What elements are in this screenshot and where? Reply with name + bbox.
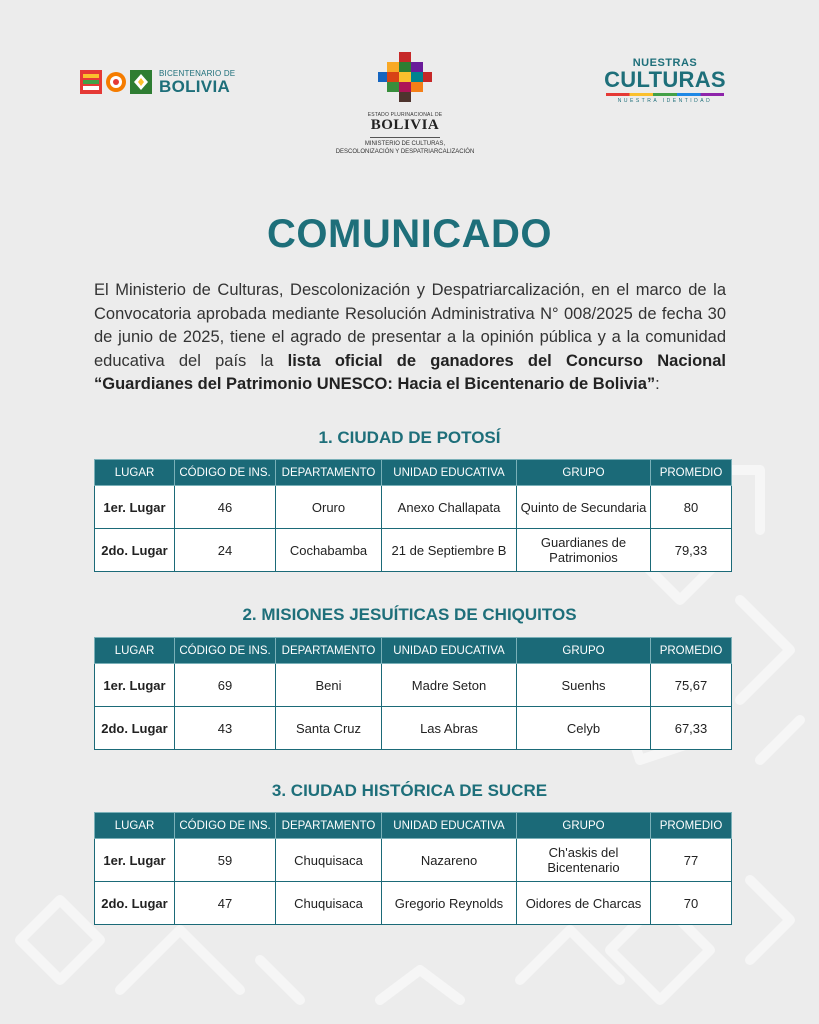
bicentenario-icon-3 xyxy=(130,70,152,94)
ministry-name-line1: MINISTERIO DE CULTURAS, xyxy=(364,141,446,147)
culturas-color-stripe xyxy=(606,93,724,96)
cell-code: 69 xyxy=(175,664,276,707)
cell-department: Cochabamba xyxy=(276,529,382,572)
ministry-state-text: ESTADO PLURINACIONAL DE xyxy=(367,112,443,118)
cell-school: 21 de Septiembre B xyxy=(382,529,517,572)
column-header-promedio: PROMEDIO xyxy=(651,460,732,486)
bicentenario-icon-1 xyxy=(80,70,102,94)
cell-school: Nazareno xyxy=(382,839,517,882)
culturas-text: CULTURAS xyxy=(604,67,726,92)
cell-code: 46 xyxy=(175,486,276,529)
column-header-departamento: DEPARTAMENTO xyxy=(276,460,382,486)
intro-paragraph xyxy=(94,279,726,397)
table-header-row xyxy=(95,638,732,664)
ministry-logo xyxy=(330,52,480,156)
column-header-grupo: GRUPO xyxy=(517,460,651,486)
cell-average: 79,33 xyxy=(651,529,732,572)
bicentenario-big-text: BOLIVIA xyxy=(159,76,231,96)
section-title-2: 2. MISIONES JESUÍTICAS DE CHIQUITOS xyxy=(242,605,577,624)
nuestras-culturas-logo xyxy=(600,58,730,104)
bicentenario-icon-2 xyxy=(105,70,127,94)
cell-group: Guardianes de Patrimonios xyxy=(517,529,651,572)
page-title: COMUNICADO xyxy=(267,212,552,256)
column-header-lugar: LUGAR xyxy=(95,813,175,839)
column-header-departamento: DEPARTAMENTO xyxy=(276,813,382,839)
table-row xyxy=(95,882,732,925)
column-header-grupo: GRUPO xyxy=(517,813,651,839)
results-table-2 xyxy=(94,637,732,750)
cell-school: Anexo Challapata xyxy=(382,486,517,529)
column-header-unidad: UNIDAD EDUCATIVA xyxy=(382,813,517,839)
cell-place: 2do. Lugar xyxy=(95,529,175,572)
cell-average: 67,33 xyxy=(651,707,732,750)
cell-average: 75,67 xyxy=(651,664,732,707)
table-row xyxy=(95,529,732,572)
cell-school: Gregorio Reynolds xyxy=(382,882,517,925)
table-row xyxy=(95,664,732,707)
cell-average: 77 xyxy=(651,839,732,882)
column-header-grupo: GRUPO xyxy=(517,638,651,664)
cell-group: Quinto de Secundaria xyxy=(517,486,651,529)
nuestra-identidad-text: NUESTRA IDENTIDAD xyxy=(617,98,713,104)
cell-code: 24 xyxy=(175,529,276,572)
results-table-3 xyxy=(94,812,732,925)
cell-place: 2do. Lugar xyxy=(95,707,175,750)
column-header-lugar: LUGAR xyxy=(95,460,175,486)
cell-department: Santa Cruz xyxy=(276,707,382,750)
cell-average: 70 xyxy=(651,882,732,925)
column-header-unidad: UNIDAD EDUCATIVA xyxy=(382,460,517,486)
cell-group: Suenhs xyxy=(517,664,651,707)
column-header-unidad: UNIDAD EDUCATIVA xyxy=(382,638,517,664)
cell-group: Celyb xyxy=(517,707,651,750)
cell-group: Oidores de Charcas xyxy=(517,882,651,925)
cell-department: Chuquisaca xyxy=(276,882,382,925)
nuestras-text: NUESTRAS xyxy=(632,57,698,69)
cell-department: Chuquisaca xyxy=(276,839,382,882)
results-table-1 xyxy=(94,459,732,572)
column-header-departamento: DEPARTAMENTO xyxy=(276,638,382,664)
intro-text: El Ministerio de Culturas, Descolonización y Despatriarcalización, en el marco de la Convocatoria aprobada mediante Resolución Administrativa N° 008/2025 de fecha 30 de junio de 2025, tiene el agrado de presentar a la opinión pública y a la comunidad educativa del país la xyxy=(94,281,726,370)
intro-bold-text: lista oficial de ganadores del Concurso Nacional “Guardianes del Patrimonio UNESCO: Hacia el Bicentenario de Bolivia” xyxy=(94,351,726,393)
column-header-lugar: LUGAR xyxy=(95,638,175,664)
column-header-codigo: CÓDIGO DE INS. xyxy=(175,638,276,664)
section-title-3: 3. CIUDAD HISTÓRICA DE SUCRE xyxy=(271,781,548,800)
ministry-emblem-icon xyxy=(378,52,432,104)
cell-place: 1er. Lugar xyxy=(95,664,175,707)
section-title-1: 1. CIUDAD DE POTOSÍ xyxy=(318,428,501,447)
ministry-divider xyxy=(370,137,440,138)
column-header-codigo: CÓDIGO DE INS. xyxy=(175,813,276,839)
cell-school: Madre Seton xyxy=(382,664,517,707)
column-header-promedio: PROMEDIO xyxy=(651,638,732,664)
table-header-row xyxy=(95,460,732,486)
table-row xyxy=(95,486,732,529)
ministry-bolivia-text: BOLIVIA xyxy=(370,117,440,133)
intro-end: : xyxy=(655,375,660,393)
cell-code: 59 xyxy=(175,839,276,882)
cell-code: 47 xyxy=(175,882,276,925)
cell-place: 1er. Lugar xyxy=(95,839,175,882)
column-header-codigo: CÓDIGO DE INS. xyxy=(175,460,276,486)
cell-place: 1er. Lugar xyxy=(95,486,175,529)
cell-group: Ch'askis del Bicentenario xyxy=(517,839,651,882)
cell-department: Beni xyxy=(276,664,382,707)
table-header-row xyxy=(95,813,732,839)
cell-department: Oruro xyxy=(276,486,382,529)
bicentenario-small-text: BICENTENARIO DE xyxy=(159,68,236,78)
bicentenario-logo xyxy=(80,68,235,96)
ministry-name-line2: DESCOLONIZACIÓN Y DESPATRIARCALIZACIÓN xyxy=(335,148,475,155)
cell-average: 80 xyxy=(651,486,732,529)
cell-school: Las Abras xyxy=(382,707,517,750)
cell-place: 2do. Lugar xyxy=(95,882,175,925)
cell-code: 43 xyxy=(175,707,276,750)
column-header-promedio: PROMEDIO xyxy=(651,813,732,839)
table-row xyxy=(95,839,732,882)
table-row xyxy=(95,707,732,750)
